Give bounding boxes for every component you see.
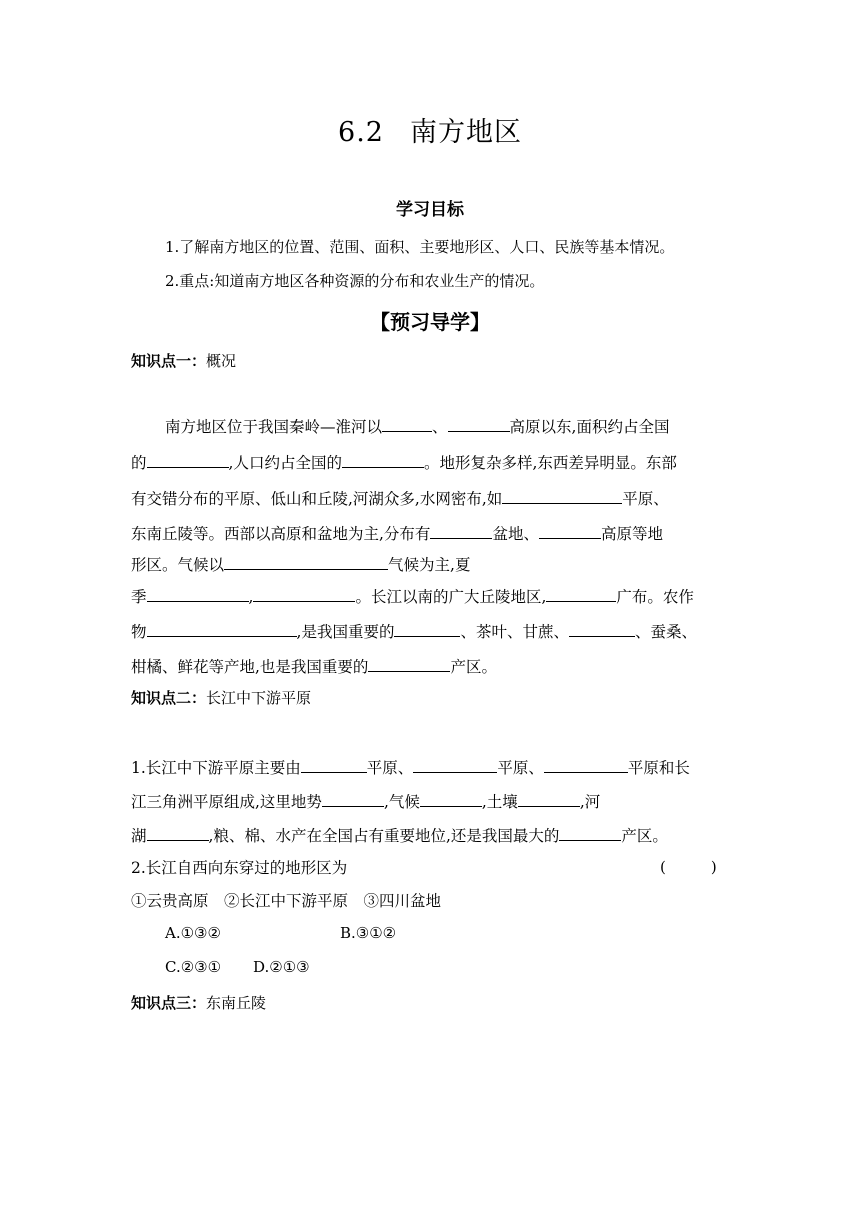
objective-item-1: 1.了解南方地区的位置、范围、面积、主要地形区、人口、民族等基本情况。 [165,238,675,256]
text-segment: 季 [131,588,147,606]
knowledge-point-1 [131,350,236,371]
knowledge-point-3 [131,992,266,1013]
question-2-choices: ①云贵高原 ②长江中下游平原 ③四川盆地 [131,892,442,910]
fill-blank[interactable] [430,524,492,539]
text-segment: ,人口约占全国的 [228,454,342,472]
text-segment: 平原、 [622,490,669,508]
answer-parentheses[interactable]: ( ) [660,858,717,876]
kp1-topic: 概况 [206,352,237,370]
text-segment: 产区。 [621,827,668,845]
fill-blank[interactable] [224,555,388,570]
fill-blank[interactable] [368,657,450,672]
fill-blank[interactable] [253,587,355,602]
text-segment: 产区。 [450,658,497,676]
para1-line-2 [131,451,677,473]
text-segment: ,气候 [383,793,420,811]
fill-blank[interactable] [502,489,622,504]
fill-blank[interactable] [147,826,209,841]
title-text: 南方地区 [409,117,522,148]
text-segment: 、蚕桑、 [634,623,697,641]
text-segment: 盆地、 [492,525,539,543]
question-2-stem: 2.长江自西向东穿过的地形区为 [131,859,348,877]
text-segment: 。地形复杂多样,东西差异明显。东部 [423,454,677,472]
text-segment: 平原、 [366,759,414,777]
text-segment: 、茶叶、甘蔗、 [460,623,569,641]
fill-blank[interactable] [413,758,497,773]
text-segment: 物 [131,623,147,641]
text-segment: 的 [131,454,147,472]
text-segment: 。长江以南的广大丘陵地区, [355,588,547,606]
fill-blank[interactable] [147,622,297,637]
text-segment: 平原和长 [627,759,690,777]
text-segment: ,是我国重要的 [296,623,395,641]
text-segment: 南方地区位于我国秦岭—淮河以 [165,418,383,436]
fill-blank[interactable] [559,826,621,841]
fill-blank[interactable] [147,453,229,468]
fill-blank[interactable] [539,524,601,539]
option-d[interactable]: D.②①③ [253,958,310,976]
kp2-topic: 长江中下游平原 [206,689,312,707]
text-segment: ,粮、棉、水产在全国占有重要地位,还是我国最大的 [208,827,560,845]
text-segment: 气候为主,夏 [388,556,471,574]
fill-blank[interactable] [420,792,482,807]
text-segment: 高原以东,面积约占全国 [509,418,670,436]
para1-line-7 [131,620,697,642]
text-segment: 东南丘陵等。西部以高原和盆地为主,分布有 [131,525,431,543]
fill-blank[interactable] [301,758,367,773]
fill-blank[interactable] [518,792,580,807]
fill-blank[interactable] [394,622,460,637]
text-segment: 江三角洲平原组成,这里地势 [131,793,322,811]
option-a[interactable]: A.①③② [165,924,221,942]
para1-line-3 [131,487,669,509]
page-title [0,110,860,149]
para1-line-4 [131,522,663,544]
kp3-label: 知识点三： [131,994,207,1012]
text-segment: ,河 [579,793,601,811]
fill-blank[interactable] [448,417,510,432]
text-segment: 、 [432,418,448,436]
option-b[interactable]: B.③①② [340,924,397,942]
text-segment: 广布。农作 [616,588,694,606]
fill-blank[interactable] [544,758,628,773]
text-segment: 1.长江中下游平原主要由 [131,759,301,777]
text-segment: 高原等地 [600,525,663,543]
text-segment: 平原、 [497,759,544,777]
title-number: 6.2 [338,117,384,148]
objective-item-2: 2.重点:知道南方地区各种资源的分布和农业生产的情况。 [165,272,545,290]
para1-line-8 [131,655,497,677]
text-segment: 形区。气候以 [131,556,225,574]
text-segment: 有交错分布的平原、低山和丘陵,河湖众多,水网密布,如 [131,490,503,508]
option-c[interactable]: C.②③① [165,958,222,976]
para1-line-1 [165,415,669,437]
text-segment: ,土壤 [481,793,518,811]
para1-line-5 [131,553,470,575]
knowledge-point-2 [131,687,311,708]
fill-blank[interactable] [322,792,384,807]
fill-blank[interactable] [569,622,635,637]
para2-line-2 [131,790,600,812]
para2-line-3 [131,824,668,846]
text-segment: , [248,588,254,606]
fill-blank[interactable] [147,587,249,602]
kp1-label: 知识点一： [131,352,207,370]
text-segment: 柑橘、鲜花等产地,也是我国重要的 [131,658,369,676]
para2-line-1 [131,756,690,778]
preview-heading: 【预习导学】 [370,310,490,334]
para1-line-6 [131,585,694,607]
kp3-topic: 东南丘陵 [206,994,267,1012]
kp2-label: 知识点二： [131,689,207,707]
objectives-heading: 学习目标 [396,200,464,220]
fill-blank[interactable] [546,587,616,602]
fill-blank[interactable] [342,453,424,468]
fill-blank[interactable] [382,417,432,432]
text-segment: 湖 [131,827,147,845]
